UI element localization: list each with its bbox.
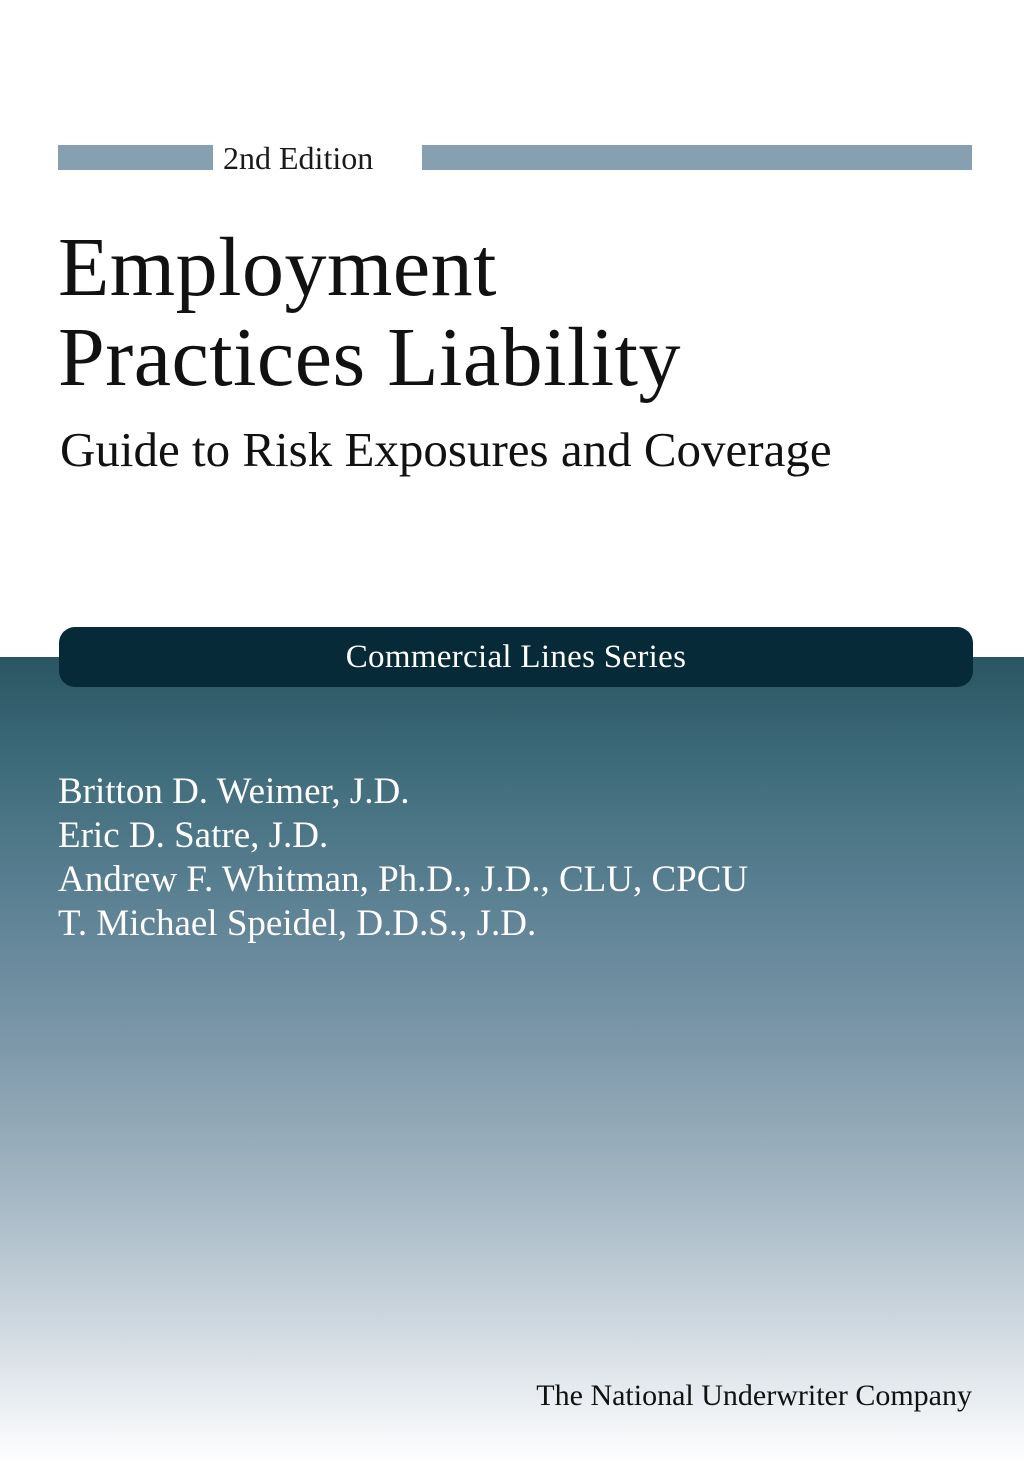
publisher-name: The National Underwriter Company xyxy=(536,1379,972,1412)
series-label: Commercial Lines Series xyxy=(345,638,687,675)
edition-rule-right xyxy=(422,145,972,170)
book-subtitle: Guide to Risk Exposures and Coverage xyxy=(60,422,832,477)
author-name: Eric D. Satre, J.D. xyxy=(58,815,329,856)
series-banner xyxy=(59,627,973,687)
book-title-line-2: Practices Liability xyxy=(58,311,681,404)
author-name: Andrew F. Whitman, Ph.D., J.D., CLU, CPCU xyxy=(58,859,749,900)
author-name: Britton D. Weimer, J.D. xyxy=(58,771,410,812)
edition-rule-left xyxy=(58,145,213,170)
author-list xyxy=(58,770,748,946)
book-title-line-1: Employment xyxy=(58,221,497,314)
edition-label: 2nd Edition xyxy=(223,140,374,176)
author-name: T. Michael Speidel, D.D.S., J.D. xyxy=(58,903,537,944)
